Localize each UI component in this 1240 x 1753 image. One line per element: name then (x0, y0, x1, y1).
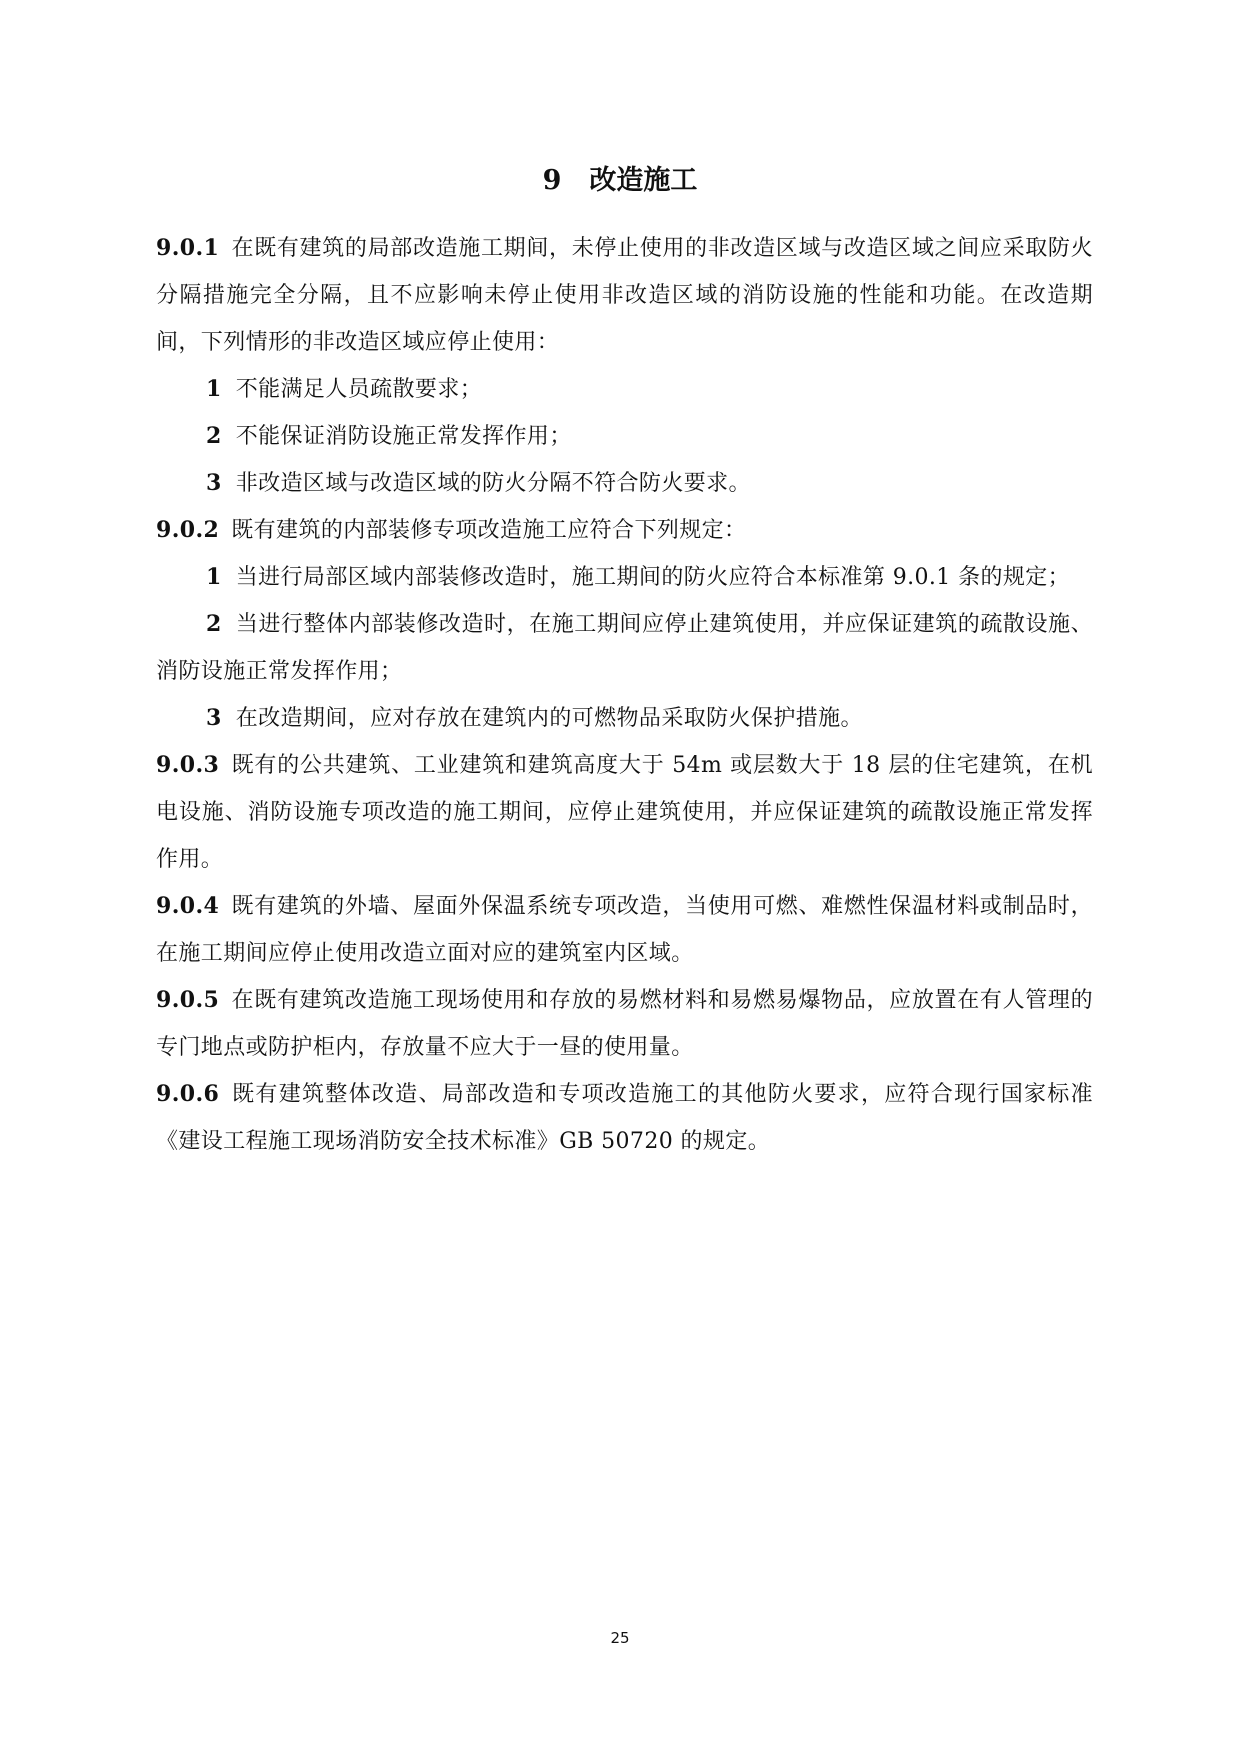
clause-text: 既有的公共建筑、工业建筑和建筑高度大于 54m 或层数大于 18 层的住宅建筑，在机电设施、消防设施专项改造的施工期间，应停止建筑使用，并应保证建筑的疏散设施正常发挥作用。 (156, 753, 1093, 872)
item-number: 3 (206, 705, 222, 731)
clause-text: 既有建筑的外墙、屋面外保温系统专项改造，当使用可燃、难燃性保温材料或制品时，在施工期间应停止使用改造立面对应的建筑室内区域。 (156, 894, 1093, 966)
clause-number: 9.0.5 (156, 987, 220, 1013)
chapter-number: 9 (542, 165, 562, 196)
clause-number: 9.0.1 (156, 235, 220, 261)
item-text: 在改造期间，应对存放在建筑内的可燃物品采取防火保护措施。 (235, 706, 863, 731)
clause-9-0-2 (156, 507, 1093, 554)
chapter-title (0, 163, 1240, 199)
clause-9-0-5 (156, 977, 1093, 1071)
item-number: 1 (206, 376, 222, 402)
clause-number: 9.0.3 (156, 752, 220, 778)
page-number: 25 (610, 1629, 630, 1647)
clause-text: 在既有建筑改造施工现场使用和存放的易燃材料和易燃易爆物品，应放置在有人管理的专门地点或防护柜内，存放量不应大于一昼的使用量。 (156, 988, 1093, 1060)
clause-9-0-6 (156, 1071, 1093, 1165)
clause-number: 9.0.6 (156, 1081, 220, 1107)
item-text: 不能保证消防设施正常发挥作用； (235, 424, 572, 449)
clause-number: 9.0.2 (156, 517, 220, 543)
clause-text: 既有建筑的内部装修专项改造施工应符合下列规定： (231, 518, 747, 543)
clause-number: 9.0.4 (156, 893, 220, 919)
item-text: 当进行局部区域内部装修改造时，施工期间的防火应符合本标准第 9.0.1 条的规定； (235, 565, 1071, 590)
list-item (156, 695, 1093, 742)
clause-9-0-3 (156, 742, 1093, 883)
item-text: 不能满足人员疏散要求； (235, 377, 483, 402)
list-item (156, 554, 1093, 601)
item-text: 当进行整体内部装修改造时，在施工期间应停止建筑使用，并应保证建筑的疏散设施、消防设施正常发挥作用； (156, 612, 1093, 684)
item-number: 2 (206, 611, 222, 637)
clause-9-0-1 (156, 225, 1093, 366)
item-number: 3 (206, 470, 222, 496)
clause-text: 在既有建筑的局部改造施工期间，未停止使用的非改造区域与改造区域之间应采取防火分隔措施完全分隔，且不应影响未停止使用非改造区域的消防设施的性能和功能。在改造期间，下列情形的非改造区域应停止使用： (156, 236, 1093, 355)
body-text (156, 225, 1093, 1165)
clause-text: 既有建筑整体改造、局部改造和专项改造施工的其他防火要求，应符合现行国家标准《建设工程施工现场消防安全技术标准》GB 50720 的规定。 (156, 1082, 1093, 1154)
list-item (156, 601, 1093, 695)
item-text: 非改造区域与改造区域的防火分隔不符合防火要求。 (235, 471, 751, 496)
list-item (156, 460, 1093, 507)
list-item (156, 366, 1093, 413)
item-number: 1 (206, 564, 222, 590)
list-item (156, 413, 1093, 460)
clause-9-0-4 (156, 883, 1093, 977)
chapter-title-text: 改造施工 (589, 165, 698, 196)
item-number: 2 (206, 423, 222, 449)
